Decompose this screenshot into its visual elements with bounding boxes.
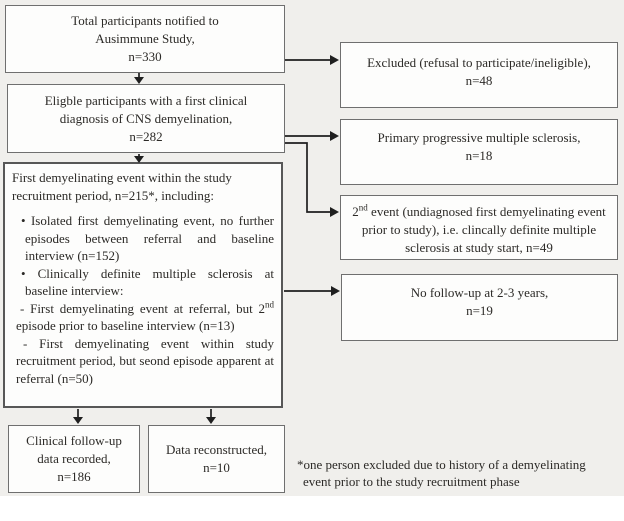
box-clinical-line: data recorded,	[37, 451, 111, 466]
box-clinical-followup	[8, 425, 140, 493]
footnote-line: event prior to the study recruitment phase	[303, 474, 520, 489]
ordinal-superscript: nd	[265, 299, 274, 310]
box-total-participants	[5, 5, 285, 73]
box-eligible-participants	[7, 84, 285, 153]
box-first-demyelinating-event	[3, 162, 283, 408]
box-data-count: n=10	[203, 460, 230, 475]
box-clinical-line: Clinical follow-up	[26, 433, 122, 448]
second-event-text-part: 2	[352, 204, 359, 219]
box-second-event	[340, 195, 618, 260]
first-event-bullet-2	[12, 265, 274, 300]
second-event-text-part: event (undiagnosed first demyelinating event prior to study), i.e. clincally definite multiple sclerosis at study start, n=49	[361, 204, 606, 255]
first-event-bullet-1-text: Isolated first demyelinating event, no further episodes between referral and baseline interview (n=152)	[25, 213, 275, 263]
bullet-glyph: •	[21, 265, 26, 281]
first-event-bullet-1	[12, 212, 274, 265]
box-no-followup-count: n=19	[466, 303, 493, 318]
box-excluded	[340, 42, 618, 108]
box-no-followup	[341, 274, 618, 341]
second-event-text	[347, 203, 611, 257]
first-event-subitem-1-text: - First demyelinating event at referral, but 2	[20, 300, 265, 316]
box-eligible-count: n=282	[129, 128, 163, 144]
box-total-count: n=330	[128, 49, 162, 64]
box-no-followup-line: No follow-up at 2-3 years,	[410, 285, 549, 300]
box-total-line: Total participants notified to	[71, 13, 219, 28]
box-ppms-line: Primary progressive multiple sclerosis,	[377, 130, 581, 145]
box-total-line: Ausimmune Study,	[95, 31, 195, 46]
bullet-glyph: •	[21, 213, 26, 228]
box-ppms-count: n=18	[465, 148, 493, 163]
box-excluded-count: n=48	[465, 73, 493, 88]
box-primary-progressive-ms	[340, 119, 618, 185]
footnote	[297, 456, 621, 490]
box-data-reconstructed	[148, 425, 285, 493]
box-eligible-line: diagnosis of CNS demyelination,	[59, 110, 233, 126]
box-data-line: Data reconstructed,	[165, 442, 268, 457]
footnote-line: *one person excluded due to history of a demyelinating	[297, 457, 586, 472]
ordinal-superscript: nd	[358, 202, 368, 213]
first-event-subitem-1	[12, 300, 274, 335]
first-event-subitem-2: - First demyelinating event within study recruitment period, but seond episode apparent at referral (n=50)	[16, 335, 274, 386]
first-event-subitem-1-text: episode prior to baseline interview (n=13)	[16, 318, 235, 333]
box-eligible-line: Eligble participants with a first clinical	[44, 92, 248, 108]
box-clinical-count: n=186	[57, 469, 91, 484]
first-event-bullet-2-text: Clinically definite multiple sclerosis at baseline interview:	[25, 265, 274, 298]
box-excluded-line: Excluded (refusal to participate/ineligible),	[367, 55, 591, 70]
first-event-intro: First demyelinating event within the study recruitment period, n=215*, including:	[12, 170, 232, 203]
